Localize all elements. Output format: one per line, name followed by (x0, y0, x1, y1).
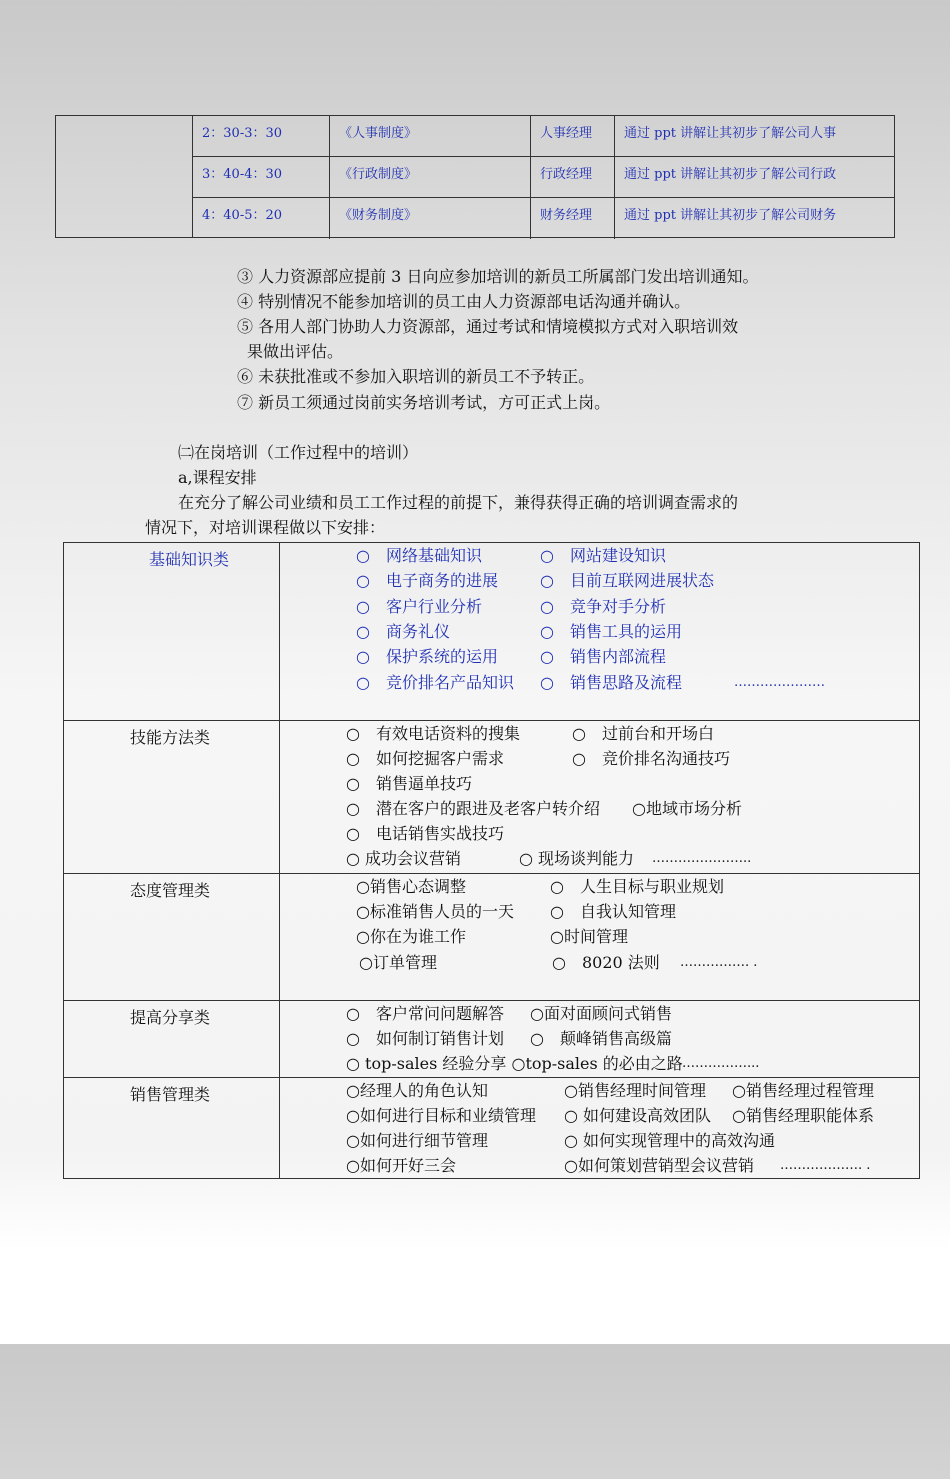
course-item: ○ 如何实现管理中的高效沟通 (564, 1131, 776, 1150)
note-7: ⑦ 新员工须通过岗前实务培训考试，方可正式上岗。 (237, 393, 611, 412)
schedule-time: 4：40-5：20 (193, 198, 330, 239)
course-item: ○ 销售内部流程 (540, 647, 666, 666)
ellipsis: ………………… (734, 675, 825, 690)
schedule-desc: 通过 ppt 讲解让其初步了解公司行政 (624, 167, 837, 182)
schedule-presenter: 财务经理 (531, 198, 615, 239)
course-item: ○ 竞价排名产品知识 (356, 673, 514, 692)
course-item: ○ 销售工具的运用 (540, 622, 682, 641)
course-item: ○ 如何制订销售计划 (346, 1029, 504, 1048)
course-item: ○订单管理 (359, 953, 437, 972)
note-6: ⑥ 未获批准或不参加入职培训的新员工不予转正。 (237, 367, 595, 386)
course-item: ○标准销售人员的一天 (356, 902, 514, 921)
course-item: ○销售经理时间管理 (564, 1081, 706, 1100)
course-item: ○如何进行细节管理 (346, 1131, 488, 1150)
schedule-topic: 《行政制度》 (330, 157, 531, 197)
table-row (193, 157, 894, 198)
course-item: ○ 竞价排名沟通技巧 (572, 749, 730, 768)
category-label: 提高分享类 (130, 1008, 211, 1027)
note-5: ⑤ 各用人部门协助人力资源部，通过考试和情境模拟方式对入职培训效 (237, 317, 739, 336)
section-paragraph-line1: 在充分了解公司业绩和员工工作过程的前提下，兼得获得正确的培训调查需求的 (178, 493, 739, 512)
course-item: ○ 电话销售实战技巧 (346, 824, 504, 843)
course-item: ○ 销售逼单技巧 (346, 774, 472, 793)
category-cell (64, 874, 280, 1000)
ellipsis: ……………. . (680, 955, 758, 970)
course-item: ○如何进行目标和业绩管理 (346, 1106, 536, 1125)
course-item: ○ 过前台和开场白 (572, 724, 714, 743)
course-item: ○ 销售思路及流程 (540, 673, 682, 692)
course-section-skill (63, 720, 920, 873)
category-cell (64, 1078, 280, 1178)
course-item: ○ 如何挖掘客户需求 (346, 749, 504, 768)
schedule-topic: 《财务制度》 (330, 198, 531, 239)
category-cell (64, 721, 280, 873)
course-section-share (63, 1000, 920, 1077)
course-item: ○ 颠峰销售高级篇 (530, 1029, 672, 1048)
course-section-manage (63, 1077, 920, 1179)
course-item: ○ 人生目标与职业规划 (550, 877, 724, 896)
course-item: ○销售心态调整 (356, 877, 466, 896)
note-5-cont: 果做出评估。 (247, 342, 344, 361)
course-item: ○ 潜在客户的跟进及老客户转介绍 (346, 799, 600, 818)
course-item: ○ 目前互联网进展状态 (540, 571, 714, 590)
course-item: ○ 如何建设高效团队 (564, 1106, 712, 1125)
course-item: ○ 8020 法则 (552, 953, 660, 972)
course-item: ○ 商务礼仪 (356, 622, 450, 641)
course-item: ○ 保护系统的运用 (356, 647, 498, 666)
course-table (63, 542, 920, 1479)
section-paragraph-line2: 情况下，对培训课程做以下安排： (145, 518, 386, 537)
course-item: ○销售经理过程管理 (732, 1081, 874, 1100)
course-item: ○如何开好三会 (346, 1156, 456, 1175)
schedule-desc: 通过 ppt 讲解让其初步了解公司人事 (624, 126, 837, 141)
category-cell (64, 1001, 280, 1077)
category-label: 技能方法类 (130, 728, 211, 747)
course-item: ○ 电子商务的进展 (356, 571, 498, 590)
course-item: ○销售经理职能体系 (732, 1106, 874, 1125)
schedule-presenter: 人事经理 (531, 116, 615, 156)
course-item: ○ 网络基础知识 (356, 546, 482, 565)
course-item: ○如何策划营销型会议营销 (564, 1156, 754, 1175)
course-item: ○你在为谁工作 (356, 927, 466, 946)
course-item: ○ 成功会议营销 (346, 849, 462, 868)
ellipsis: ………………. . (780, 1158, 871, 1173)
course-item: ○ 竞争对手分析 (540, 597, 666, 616)
course-item: ○ top-sales 经验分享 ○top-sales 的必由之路 (346, 1054, 683, 1073)
course-section-attitude (63, 873, 920, 1000)
course-item: ○ 网站建设知识 (540, 546, 666, 565)
schedule-desc: 通过 ppt 讲解让其初步了解公司财务 (624, 208, 837, 223)
section-heading: ㈡在岗培训（工作过程中的培训） (178, 443, 419, 462)
course-item: ○ 自我认知管理 (550, 902, 676, 921)
schedule-time: 3：40-4：30 (193, 157, 330, 197)
course-item: ○ 有效电话资料的搜集 (346, 724, 520, 743)
course-item: ○ 客户常问问题解答 (346, 1004, 504, 1023)
category-label: 销售管理类 (130, 1085, 211, 1104)
category-label: 基础知识类 (149, 550, 230, 569)
category-label: 态度管理类 (130, 881, 211, 900)
course-section-basic (63, 542, 920, 720)
schedule-merged-cell (56, 116, 193, 237)
schedule-topic: 《人事制度》 (330, 116, 531, 156)
schedule-time: 2：30-3：30 (193, 116, 330, 156)
course-item: ○时间管理 (550, 927, 628, 946)
course-item: ○地域市场分析 (632, 799, 742, 818)
course-item: ○ 现场谈判能力 (519, 849, 635, 868)
category-cell (64, 543, 280, 720)
ellipsis: ……………... (682, 1056, 760, 1071)
course-item: ○ 客户行业分析 (356, 597, 482, 616)
schedule-table (55, 115, 895, 238)
note-3: ③ 人力资源部应提前 3 日向应参加培训的新员工所属部门发出培训通知。 (237, 267, 759, 286)
section-subheading: a,课程安排 (178, 468, 257, 487)
ellipsis: ………………….. (652, 851, 752, 866)
table-row (193, 198, 894, 239)
schedule-presenter: 行政经理 (531, 157, 615, 197)
table-row (193, 116, 894, 157)
course-item: ○面对面顾问式销售 (530, 1004, 672, 1023)
note-4: ④ 特别情况不能参加培训的员工由人力资源部电话沟通并确认。 (237, 292, 691, 311)
course-item: ○经理人的角色认知 (346, 1081, 488, 1100)
